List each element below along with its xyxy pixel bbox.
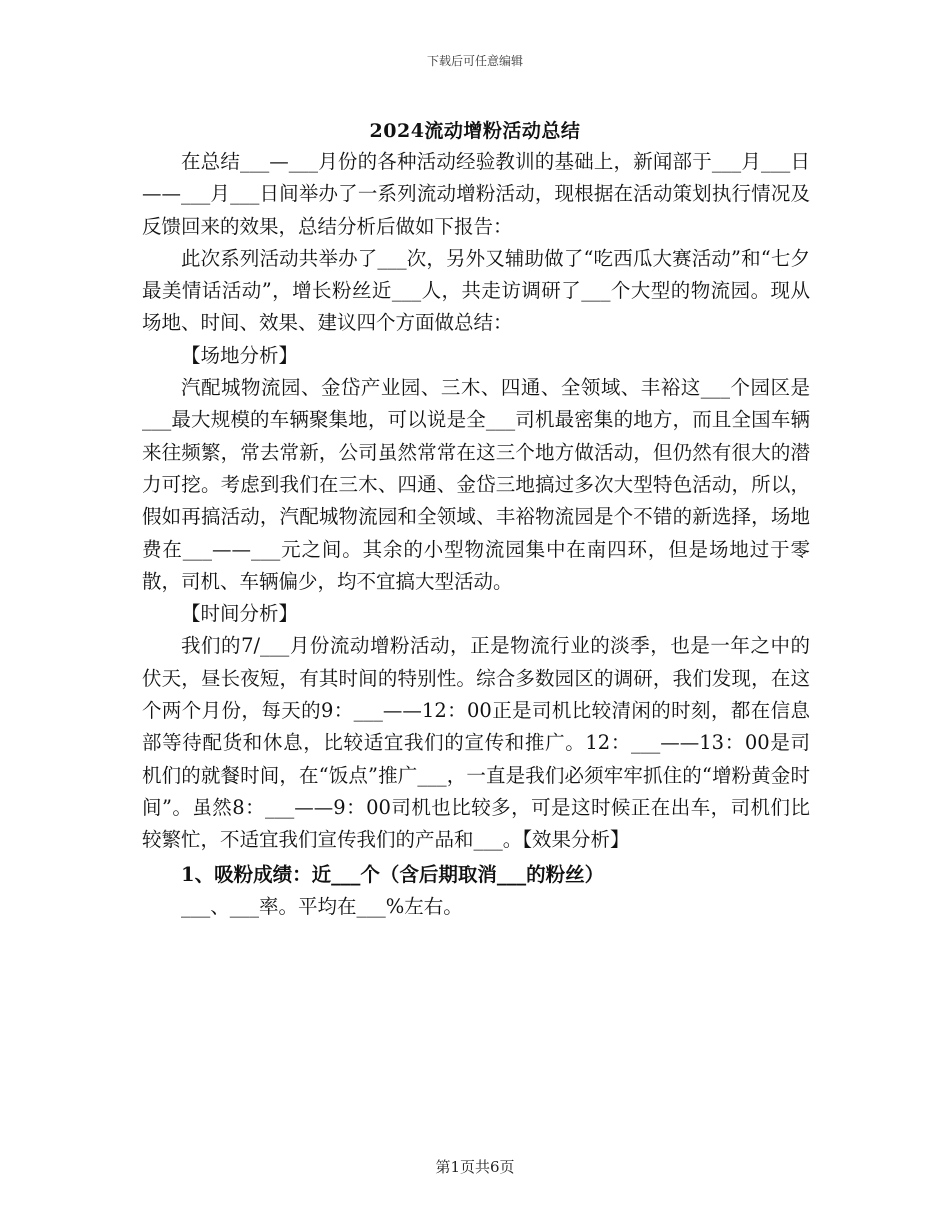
- paragraph-intro: 在总结___—___月份的各种活动经验教训的基础上，新闻部于___月___日——___月___日间举办了一系列流动增粉活动，现根据在活动策划执行情况及反馈回来的效果，总结分析后做如下报告：: [142, 150, 810, 238]
- page-footer-indicator: 第1页共6页: [435, 1158, 515, 1176]
- paragraph-results-fans: 1、吸粉成绩：近___个（含后期取消___的粉丝）: [181, 862, 605, 886]
- paragraph-results-rate: ___、___率。平均在___%左右。: [181, 894, 463, 918]
- document-title: 2024流动增粉活动总结: [369, 120, 581, 142]
- page-header-note: 下载后可任意编辑: [426, 54, 523, 68]
- paragraph-overview: 此次系列活动共举办了___次，另外又辅助做了“吃西瓜大赛活动”和“七夕最美情话活动”，增长粉丝近___人，共走访调研了___个大型的物流园。现从场地、时间、效果、建议四个方面做总结：: [142, 246, 810, 335]
- section-heading-venue: 【场地分析】: [181, 343, 299, 367]
- paragraph-venue-analysis: 汽配城物流园、金岱产业园、三木、四通、全领域、丰裕这___个园区是___最大规模的车辆聚集地，可以说是全___司机最密集的地方，而且全国车辆来往频繁，常去常新，公司虽然常常在这三个地方做活动，但仍然有很大的潜力可挖。考虑到我们在三木、四通、金岱三地搞过多次大型特色活动，所以，假如再搞活动，汽配城物流园和全领域、丰裕物流园是个不错的新选择，场地费在___——___元之间。其余的小型物流园集中在南四环，但是场地过于零散，司机、车辆偏少，均不宜搞大型活动。: [142, 376, 810, 593]
- paragraph-time-analysis: 我们的7/___月份流动增粉活动，正是物流行业的淡季，也是一年之中的伏天，昼长夜短，有其时间的特别性。综合多数园区的调研，我们发现，在这个两个月份，每天的9：___——12：00正是司机比较清闲的时刻，都在信息部等待配货和休息，比较适宜我们的宣传和推广。12：___——13：00是司机们的就餐时间，在“饭点”推广___，一直是我们必须牢牢抓住的“增粉黄金时间”。虽然8：___——9：00司机也比较多，可是这时候正在出车，司机们比较繁忙，不适宜我们宣传我们的产品和___。【效果分析】: [142, 634, 810, 852]
- document-body: [142, 146, 810, 923]
- section-heading-time: 【时间分析】: [181, 602, 299, 626]
